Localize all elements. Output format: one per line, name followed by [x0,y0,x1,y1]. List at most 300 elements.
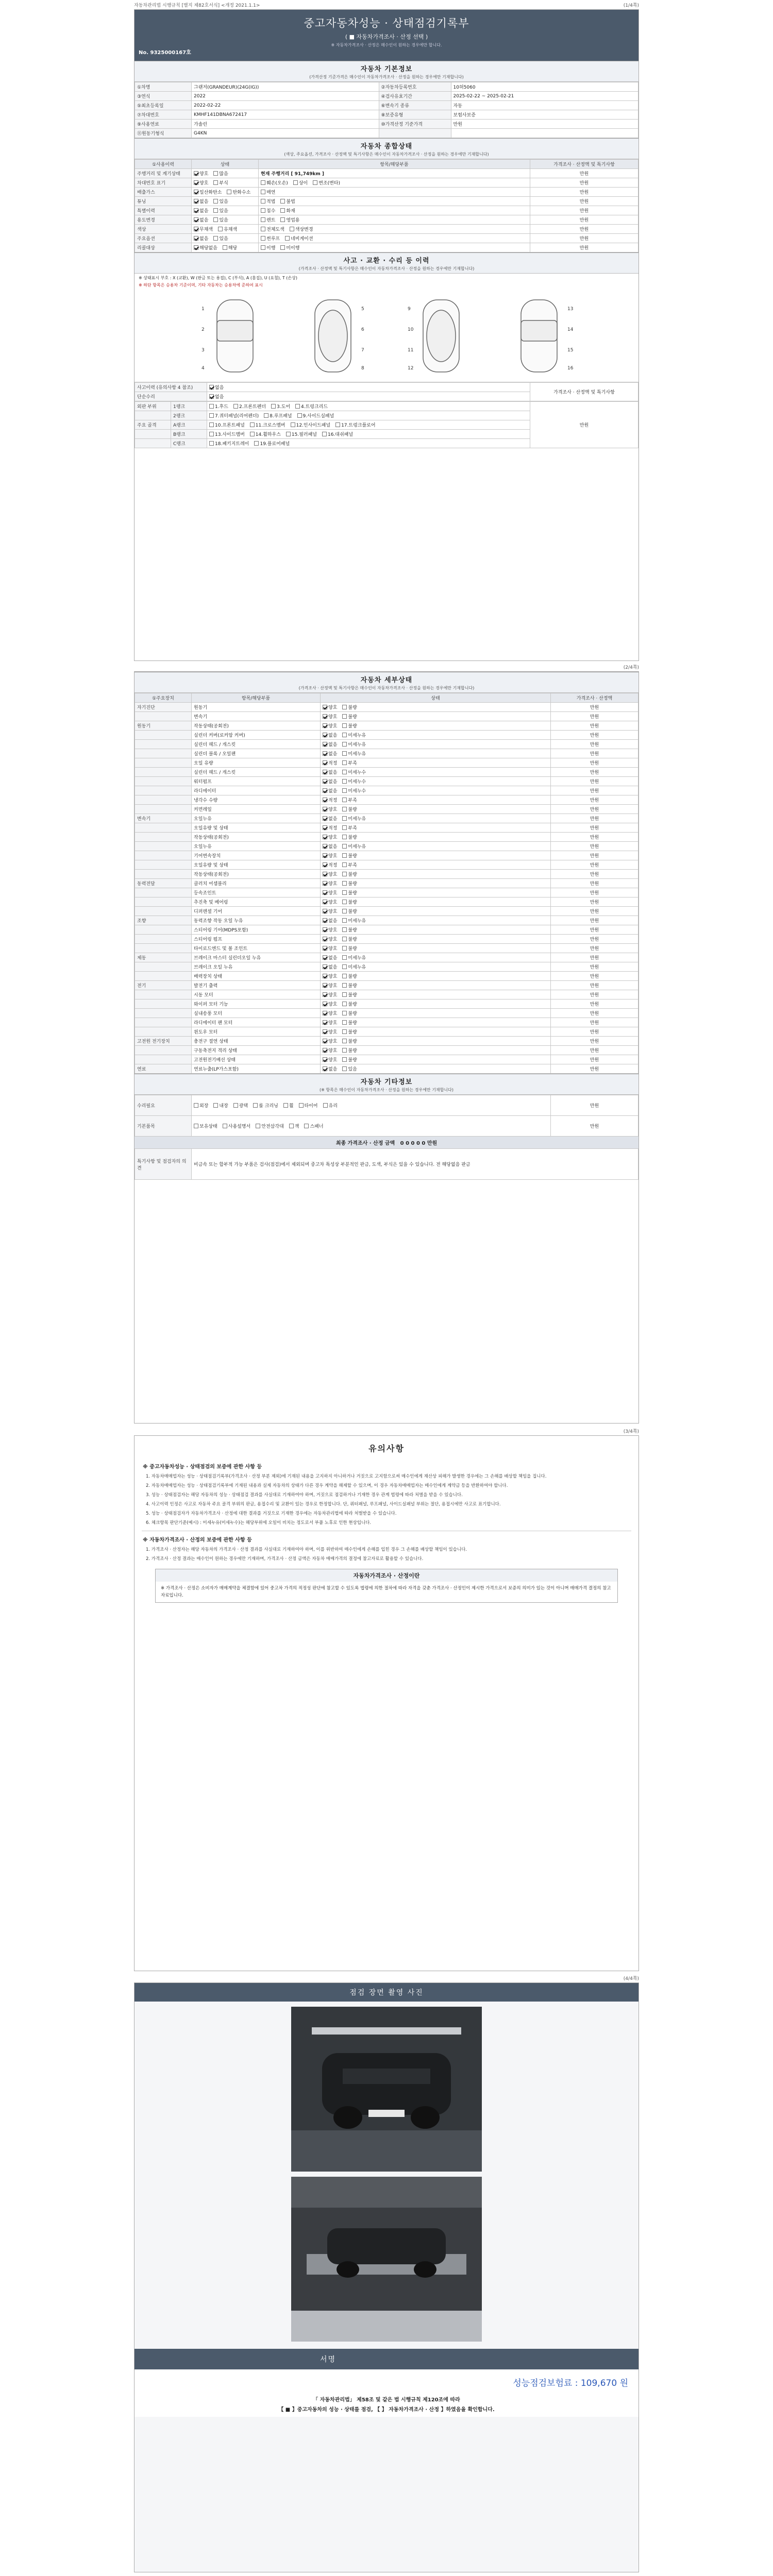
document-subtitle: ( ■ 자동차가격조사 · 산정 선택 ) [345,33,428,40]
detail-status-bad: 불량 [342,991,357,998]
summary-status-good: 없음 [194,198,208,205]
detail-device: 연료 [135,1064,192,1074]
rank-part: 15.필러패널 [286,431,317,437]
detail-part: 라디에이터 [192,786,321,795]
car-damage-diagram [135,290,638,382]
detail-status-bad: 부족 [342,861,357,868]
summary-price: 만원 [530,234,638,243]
other-row [135,1095,638,1116]
price-definition-text: ※ 가격조사 · 산정은 소비자가 매매계약을 체결함에 있어 중고차 가격의 적정성 판단에 참고할 수 있도록 법령에 의한 절차에 따라 자격을 갖춘 가격조사 · 산정인이 제시한 가격으로서 보증의 의미가 있는 것이 아니며 매매가격 결정의 참고자료입니다. [161,1586,611,1598]
notice-paragraph: 2. 가격조사 · 산정 결과는 매수인이 원하는 경우에만 기재하며, 가격조사 · 산정 금액은 자동차 매매가격의 결정에 참고자료로 활용할 수 있습니다. [146,1556,424,1562]
detail-part: 실내송풍 모터 [192,1009,321,1018]
repair-label: 단순수리 [135,392,207,401]
detail-price: 만원 [551,916,638,925]
detail-price: 만원 [551,740,638,749]
rank-group: 외판 부위 [135,402,171,411]
final-price-title: 최종 가격조사 · 산정 금액 [335,1141,395,1146]
detail-price: 만원 [551,768,638,777]
detail-status-bad: 미세누유 [342,732,366,738]
rank-part: 8.루프패널 [264,412,292,419]
summary-col: 항목/해당부품 [259,160,530,169]
detail-part: 기어변속장치 [192,851,321,860]
detail-device: 자기진단 [135,703,192,712]
basic-value: 그랜저(GRANDEUR)(24G(IG)) [192,82,379,92]
other-option: 안전삼각대 [256,1123,283,1129]
page-indicator-2: (2/4쪽) [623,665,639,670]
detail-status-good: 양호 [323,713,337,720]
summary-header [135,138,638,159]
summary-status-good: 양호 [194,179,208,186]
summary-row [135,197,638,206]
summary-option: 불법 [280,198,295,205]
summary-item: 주행거리 및 계기상태 [135,169,192,178]
detail-status-bad: 불량 [342,713,357,720]
detail-status-bad: 미세누유 [342,741,366,748]
other-label: 수리필요 [135,1095,192,1116]
detail-device [135,999,192,1009]
detail-device [135,1009,192,1018]
detail-row [135,805,638,814]
detail-status-bad: 있음 [342,1065,357,1072]
detail-status-bad: 미세누유 [342,917,366,924]
summary-option: 네비게이션 [285,235,313,242]
basic-value: 가솔린 [192,120,379,129]
accident-note: (가격조사 · 산정액 및 특기사항은 매수인이 자동차가격조사 · 산정을 원하는 경우에만 기재합니다) [298,266,475,271]
svg-text:12: 12 [408,366,414,371]
detail-status-bad: 불량 [342,1038,357,1044]
notice-title: 유의사항 [368,1444,405,1453]
rank-part: 18.패키지트레이 [209,440,249,447]
detail-part: 오일누유 [192,814,321,823]
detail-device [135,860,192,870]
detail-status-bad: 미세누유 [342,750,366,757]
rank-level: A랭크 [171,420,207,430]
summary-status-good: 무채색 [194,226,213,232]
page-indicator: (1/4쪽) [623,3,639,8]
other-label: 기본품목 [135,1116,192,1137]
svg-text:1: 1 [201,307,205,312]
detail-part: 작동상태(공회전) [192,721,321,731]
basic-row [135,120,638,129]
summary-col: 가격조사 · 산정액 및 특기사항 [530,160,638,169]
detail-device [135,712,192,721]
detail-part: 추진축 및 베어링 [192,897,321,907]
signature-label: 서명 [320,2355,337,2364]
detail-device: 원동기 [135,721,192,731]
basic-info-note: (가격산정 기준가격은 매수인이 자동차가격조사 · 산정을 원하는 경우에만 기재합니다) [309,75,464,79]
summary-option: 미이행 [280,244,299,251]
detail-device [135,1027,192,1037]
detail-status-good: 양호 [323,1001,337,1007]
detail-price: 만원 [551,814,638,823]
detail-status-bad: 불량 [342,871,357,877]
header-banner [135,10,638,61]
detail-status-bad: 불량 [342,880,357,887]
confirmation-line-2: 【 ■ 】중고자동차의 성능 · 상태를 점검, 【 】 자동차가격조사 · 산정 】하였음을 확인합니다. [135,2404,638,2417]
detail-device [135,1018,192,1027]
detail-status-bad: 불량 [342,973,357,979]
detail-part: 원동기 [192,703,321,712]
detail-device [135,823,192,833]
detail-row [135,1064,638,1074]
rank-part: 9.사이드실패널 [297,412,334,419]
summary-status-bad: 유채색 [218,226,237,232]
rank-part: 1.후드 [209,403,228,410]
detail-price: 만원 [551,870,638,879]
detail-status-good: 없음 [323,769,337,775]
summary-item: 주요옵션 [135,234,192,243]
summary-price: 만원 [530,178,638,188]
detail-price: 만원 [551,925,638,935]
inspection-photo-2 [291,2177,482,2342]
detail-price: 만원 [551,1064,638,1074]
rank-level: C랭크 [171,439,207,448]
basic-value: G4KN [192,129,379,138]
summary-col: 상태 [192,160,259,169]
special-notes-label: 특기사항 및 점검자의 의견 [135,1149,192,1180]
detail-status-bad: 불량 [342,852,357,859]
summary-status-bad: 있음 [213,216,228,223]
rank-part: 19.플로어패널 [254,440,290,447]
detail-part: 실린더 커버(로커암 커버) [192,731,321,740]
accident-none-option [209,384,224,391]
signature-bar [135,2349,638,2369]
detail-device [135,851,192,860]
detail-row [135,786,638,795]
detail-price: 만원 [551,944,638,953]
summary-status-good: 해당없음 [194,244,217,251]
other-row [135,1116,638,1137]
confirmation-line-1: 「 자동차관리법」 제58조 및 같은 법 시행규칙 제120조에 따라 [135,2392,638,2404]
notice-paragraph: 2. 자동차매매업자는 성능 · 상태점검기록부에 기재된 내용과 실제 자동차의 상태가 다른 경우 계약을 해제할 수 있으며, 이 경우 자동차매매업자는 매수인에게 계약금 등을 반환하여야 합니다. [146,1483,508,1488]
summary-status-good: 양호 [194,170,208,177]
detail-status-bad: 불량 [342,1028,357,1035]
detail-row [135,1055,638,1064]
detail-price: 만원 [551,935,638,944]
detail-part: 스티어링 기어(MDPS포함) [192,925,321,935]
summary-note: (색상, 주요옵션, 가격조사 · 산정액 및 특기사항은 매수인이 자동차가격조사 · 산정을 원하는 경우에만 기재합니다) [284,152,489,157]
other-option: 타이어 [299,1102,318,1109]
summary-status-bad: 해당 [223,244,237,251]
sheet-3-notice [134,1435,639,1971]
svg-text:11: 11 [408,348,414,353]
detail-row [135,851,638,860]
detail-status-good: 양호 [323,936,337,942]
other-option: 내장 [213,1102,228,1109]
other-header [135,1074,638,1095]
detail-row [135,731,638,740]
detail-part: 오일유량 및 상태 [192,860,321,870]
detail-status-good: 양호 [323,1019,337,1026]
detail-part: 등속조인트 [192,888,321,897]
detail-status-bad: 불량 [342,982,357,989]
detail-col: 가격조사 · 산정액 [551,693,638,703]
basic-info-title: 자동차 기본정보 [360,65,413,73]
detail-status-good: 양호 [323,1010,337,1016]
summary-item: 튜닝 [135,197,192,206]
summary-status-bad: 있음 [213,198,228,205]
rank-price: 만원 [530,402,638,448]
other-option: 룸 크리닝 [253,1102,278,1109]
detail-part: 오일유량 및 상태 [192,823,321,833]
detail-device [135,897,192,907]
detail-part: 타이로드엔드 및 볼 조인트 [192,944,321,953]
rank-group: 주요 골격 [135,420,171,430]
detail-status-good: 없음 [323,815,337,822]
basic-value: 자동 [451,101,638,110]
detail-price: 만원 [551,897,638,907]
detail-status-good: 양호 [323,973,337,979]
svg-text:6: 6 [361,327,364,332]
rank-group [135,411,171,420]
detail-row [135,814,638,823]
detail-device [135,786,192,795]
detail-status-good: 양호 [323,1038,337,1044]
summary-price: 만원 [530,169,638,178]
detail-part: 스티어링 펌프 [192,935,321,944]
detail-status-good: 양호 [323,704,337,710]
rank-level: B랭크 [171,430,207,439]
rank-part: 11.크로스멤버 [250,421,285,428]
svg-text:4: 4 [201,366,205,371]
price-definition-title: 자동차가격조사 · 산정이란 [156,1569,617,1582]
detail-status-good: 양호 [323,991,337,998]
detail-row [135,925,638,935]
detail-status-bad: 부족 [342,759,357,766]
summary-row [135,188,638,197]
summary-price: 만원 [530,206,638,215]
detail-part: 냉각수 수량 [192,795,321,805]
basic-label: ⑧보증유형 [379,110,451,120]
detail-price: 만원 [551,777,638,786]
notice-paragraph: 5. 성능 · 상태점검자가 자동차가격조사 · 산정에 대한 결과를 거짓으로 기재한 경우에는 자동차관리법에 따라 처벌받을 수 있습니다. [146,1511,397,1516]
detail-row [135,916,638,925]
detail-device [135,962,192,972]
basic-label: ⑩가격산정 기준가격 [379,120,451,129]
repair-none-option [209,393,224,400]
notice-paragraph: 3. 성능 · 상태점검자는 해당 자동차의 성능 · 상태점검 결과를 사실대로 기재하여야 하며, 거짓으로 점검하거나 기재한 경우 관계 법령에 따라 처벌을 받을 수 있습니다. [146,1493,463,1498]
basic-label: ①차명 [135,82,192,92]
accident-title: 사고 · 교환 · 수리 등 이력 [343,257,430,265]
detail-status-bad: 부족 [342,796,357,803]
basic-value: 2022-02-22 [192,101,379,110]
detail-device [135,990,192,999]
summary-price: 만원 [530,188,638,197]
accident-history-label: 사고이력 (유의사항 4 참조) [135,383,207,392]
basic-value: KMHF141DBNA672417 [192,110,379,120]
detail-device [135,777,192,786]
summary-option: 침수 [261,207,275,214]
accident-legend-2: ※ 하단 항목은 승용차 기준이며, 기타 자동차는 승용차에 준하여 표시 [139,283,263,287]
detail-device [135,795,192,805]
detail-price: 만원 [551,721,638,731]
detail-table [135,693,638,1074]
detail-device [135,944,192,953]
summary-option: 적법 [261,198,275,205]
detail-row [135,777,638,786]
detail-row [135,758,638,768]
rank-part: 17.트렁크플로어 [335,421,375,428]
basic-info-table [135,82,638,138]
summary-status-bad: 있음 [213,207,228,214]
detail-device [135,758,192,768]
detail-price: 만원 [551,1027,638,1037]
accident-history-table [135,382,638,401]
summary-row [135,178,638,188]
other-option: 스패너 [304,1123,323,1129]
detail-part: 커먼레일 [192,805,321,814]
notice-paragraph: 6. 체크항목 판단기준(예시) : 미세누유(미세누수)는 해당부위에 오일이 비치는 정도로서 부품 노후로 인한 현상입니다. [146,1520,372,1526]
detail-part: 윈도우 모터 [192,1027,321,1037]
rank-part: 16.대쉬패널 [322,431,353,437]
detail-row [135,879,638,888]
detail-status-bad: 부족 [342,824,357,831]
detail-price: 만원 [551,749,638,758]
detail-row [135,981,638,990]
repair-value: 없음 [215,395,224,400]
detail-price: 만원 [551,860,638,870]
detail-status-good: 양호 [323,1056,337,1063]
detail-status-good: 없음 [323,787,337,794]
summary-option: 변조(변타) [313,179,340,186]
summary-item: 배출가스 [135,188,192,197]
detail-row [135,944,638,953]
detail-status-good: 양호 [323,1028,337,1035]
detail-device: 제동 [135,953,192,962]
summary-item: 용도변경 [135,215,192,225]
summary-status-good: 없음 [194,207,208,214]
summary-option: 이행 [261,244,275,251]
notice-sub-1: ※ 중고자동차성능 · 상태점검의 보증에 관한 사항 등 [143,1464,262,1470]
summary-option: 영업용 [280,216,299,223]
detail-part: 디퍼렌셜 기어 [192,907,321,916]
detail-part: 작동상태(공회전) [192,870,321,879]
special-notes-table [135,1148,638,1180]
detail-status-bad: 불량 [342,889,357,896]
other-title: 자동차 기타정보 [360,1078,413,1086]
detail-row [135,842,638,851]
detail-device [135,833,192,842]
summary-status-bad: 탄화수소 [227,189,250,195]
detail-row [135,1046,638,1055]
summary-option: 매연 [261,189,275,195]
rank-part: 7.쿼터패널(리어펜더) [209,412,259,419]
notice-sub-2: ※ 자동차가격조사 · 산정의 보증에 관한 사항 등 [143,1537,252,1543]
document-note: ※ 자동차가격조사 · 산정은 매수인이 원하는 경우에만 합니다. [331,43,442,47]
detail-status-bad: 미세누유 [342,954,366,961]
detail-status-bad: 불량 [342,926,357,933]
summary-status-bad: 부식 [213,179,228,186]
other-option: 잭 [289,1123,299,1129]
summary-row [135,243,638,252]
detail-part: 실린더 헤드 / 개스킷 [192,768,321,777]
detail-part: 브레이크 마스터 실린더오일 누유 [192,953,321,962]
detail-device [135,731,192,740]
sheet-4-photos [134,1982,639,2572]
accident-price: 가격조사 · 산정액 및 특기사항 [530,383,638,401]
detail-device [135,842,192,851]
detail-part: 배력장치 상태 [192,972,321,981]
detail-device [135,749,192,758]
svg-text:14: 14 [567,327,574,332]
other-option: 사용설명서 [223,1123,250,1129]
detail-part: 실린더 헤드 / 개스킷 [192,740,321,749]
summary-status-good: 일산화탄소 [194,189,222,195]
detail-device [135,1046,192,1055]
svg-text:2: 2 [201,327,205,332]
detail-part: 동력조향 작동 오일 누유 [192,916,321,925]
detail-part: 브레이크 오일 누유 [192,962,321,972]
detail-device [135,805,192,814]
detail-status-good: 없음 [323,750,337,757]
detail-price: 만원 [551,1009,638,1018]
detail-price: 만원 [551,833,638,842]
detail-price: 만원 [551,805,638,814]
basic-row [135,101,638,110]
detail-price: 만원 [551,786,638,795]
rank-part: 12.인사이드패널 [291,421,330,428]
detail-header [135,672,638,693]
sheet-1 [134,9,639,661]
summary-option: 화재 [280,207,295,214]
summary-price: 만원 [530,243,638,252]
final-price-bar [135,1137,638,1148]
detail-status-bad: 불량 [342,936,357,942]
rank-part: 14.휠하우스 [250,431,281,437]
detail-status-good: 양호 [323,871,337,877]
rank-table [135,401,638,448]
summary-title: 자동차 종합상태 [360,143,413,150]
svg-text:3: 3 [201,348,205,353]
rank-part: 4.트렁크리드 [295,403,328,410]
basic-info-header [135,61,638,82]
detail-status-good: 양호 [323,722,337,729]
detail-row [135,1018,638,1027]
detail-part: 시동 모터 [192,990,321,999]
other-price: 만원 [551,1095,638,1116]
basic-row [135,82,638,92]
special-notes-text: 비금속 또는 합부적 가능 부품은 검사(점검)에서 제외되며 중고차 특성상 부분적인 판금, 도색, 부식은 있을 수 있습니다. 전 해당없음 판금 [192,1149,638,1180]
rank-group [135,439,171,448]
notice-paragraph: 4. 사고이력 인정은 사고로 자동차 주요 골격 부위의 판금, 용접수리 및 교환이 있는 경우로 한정합니다. 단, 쿼터패널, 루프패널, 사이드실패널 부위는 절단, 용접시에만 사고로 표기합니다. [146,1502,501,1507]
detail-device [135,907,192,916]
detail-row [135,721,638,731]
detail-row [135,999,638,1009]
rank-row [135,402,638,411]
mileage-value: 현재 주행거리 [ 91,749km ] [261,172,325,177]
summary-row [135,225,638,234]
accident-header [135,252,638,274]
summary-option: 전체도색 [261,226,284,232]
detail-status-good: 적정 [323,796,337,803]
detail-status-good: 양호 [323,908,337,914]
page-indicator-3: (3/4쪽) [623,1429,639,1434]
detail-device [135,870,192,879]
other-note: (※ 항목은 매수인이 자동차가격조사 · 산정을 원하는 경우에만 기재합니다) [320,1088,453,1092]
detail-part: 작동상태(공회전) [192,833,321,842]
detail-price: 만원 [551,981,638,990]
detail-price: 만원 [551,1018,638,1027]
detail-price: 만원 [551,1037,638,1046]
detail-status-good: 없음 [323,778,337,785]
detail-price: 만원 [551,823,638,833]
detail-status-good: 없음 [323,843,337,850]
detail-status-good: 양호 [323,945,337,952]
detail-price: 만원 [551,758,638,768]
rank-part: 3.도어 [271,403,290,410]
detail-col: 상태 [321,693,551,703]
detail-row [135,823,638,833]
